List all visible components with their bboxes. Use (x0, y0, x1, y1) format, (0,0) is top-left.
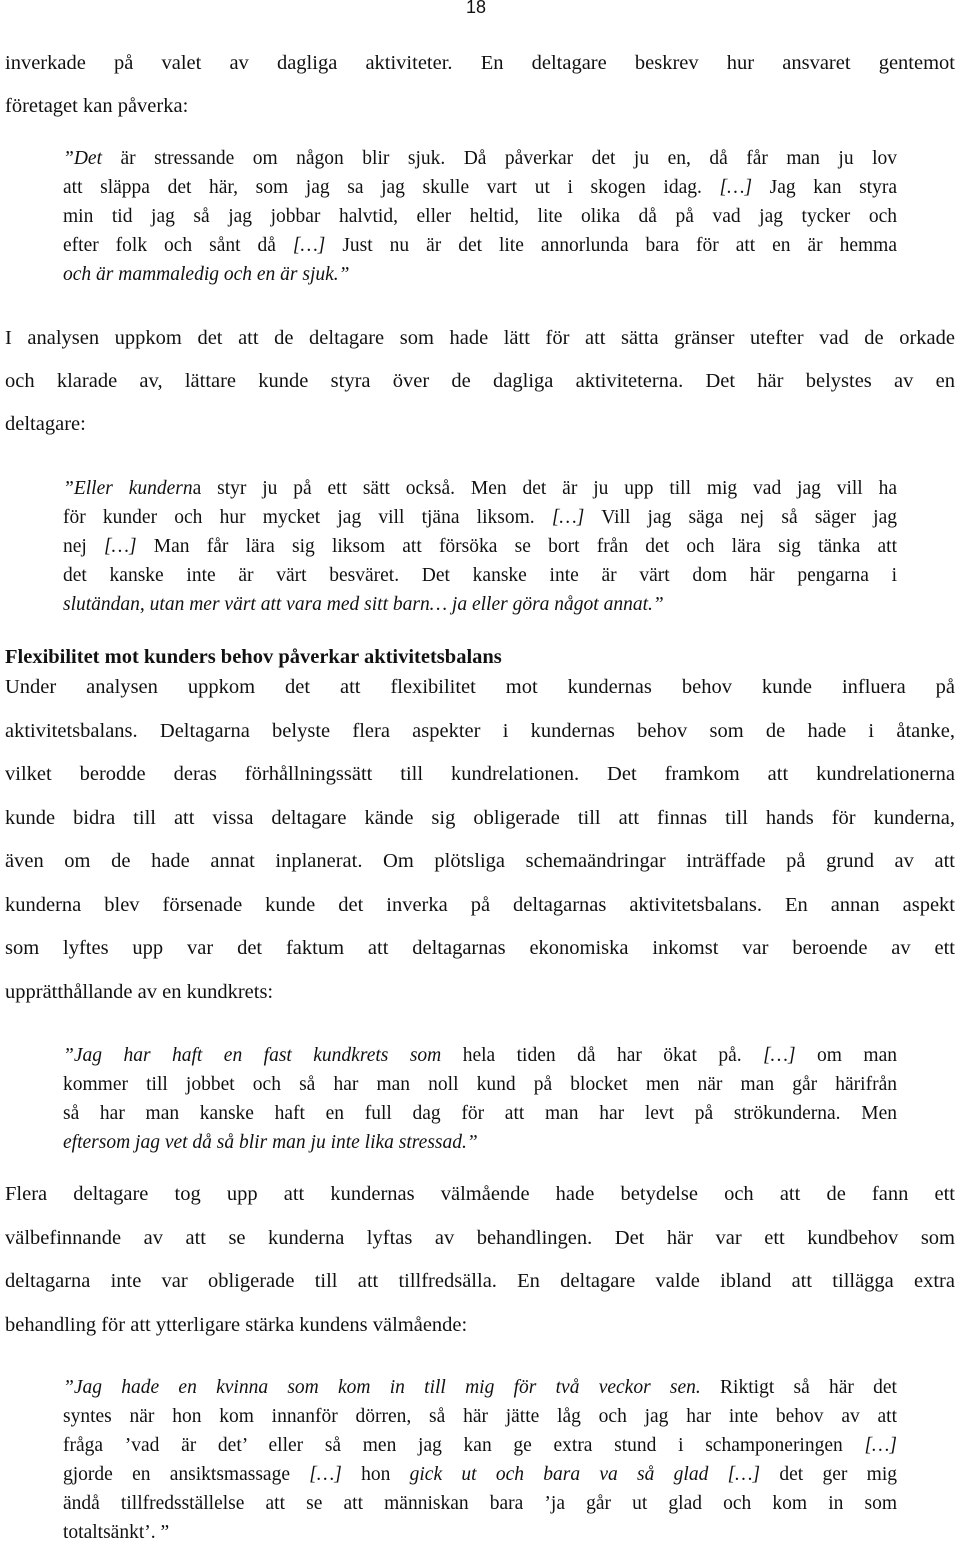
quote-line: ”Jag har haft en fast kundkrets som hela tiden då har ökat på. […] om man (63, 1045, 897, 1066)
quote-line: eftersom jag vet då så blir man ju inte lika stressad.” (63, 1132, 478, 1153)
body-text-line: företaget kan påverka: (5, 95, 189, 117)
body-text-line: Flera deltagare tog upp att kundernas välmående hade betydelse och att de fann ett (5, 1183, 955, 1205)
quote-line: efter folk och sånt då […] Just nu är det lite annorlunda bara för att en är hemma (63, 235, 897, 256)
body-text-line: deltagare: (5, 413, 86, 435)
quote-line: min tid jag så jag jobbar halvtid, eller heltid, lite olika då på vad jag tycker och (63, 206, 897, 227)
body-text-line: kunderna blev försenade kunde det inverka på deltagarnas aktivitetsbalans. En annan aspekt (5, 894, 955, 916)
quote-line: och är mammaledig och en är sjuk.” (63, 264, 350, 285)
page-number: 18 (466, 0, 487, 17)
quote-line: fråga ’vad är det’ eller så men jag kan ge extra stund i schamponeringen […] (63, 1435, 897, 1456)
quote-line: ”Det är stressande om någon blir sjuk. Då påverkar det ju en, då får man ju lov (63, 148, 897, 169)
quote-line: det kanske inte är värt besväret. Det kanske inte är värt dom här pengarna i (63, 565, 897, 586)
body-text-line: aktivitetsbalans. Deltagarna belyste flera aspekter i kundernas behov som de hade i åtanke, (5, 720, 955, 742)
body-text-line: kunde bidra till att vissa deltagare kände sig obligerade till att finnas till hands för kunderna, (5, 807, 955, 829)
section-heading: Flexibilitet mot kunders behov påverkar aktivitetsbalans (5, 646, 502, 668)
quote-line: ”Jag hade en kvinna som kom in till mig för två veckor sen. Riktigt så här det (63, 1377, 897, 1398)
quote-line: syntes när hon kom innanför dörren, så här jätte låg och jag har inte behov av att (63, 1406, 897, 1427)
quote-line: slutändan, utan mer värt att vara med sitt barn… ja eller göra något annat.” (63, 594, 664, 615)
quote-line: nej […] Man får lära sig liksom att försöka se bort från det och lära sig tänka att (63, 536, 897, 557)
quote-line: ”Eller kunderna styr ju på ett sätt också. Men det är ju upp till mig vad jag vill ha (63, 478, 897, 499)
body-text-line: I analysen uppkom det att de deltagare som hade lätt för att sätta gränser utefter vad de orkade (5, 327, 955, 349)
body-text-line: upprätthållande av en kundkrets: (5, 981, 274, 1003)
body-text-line: som lyftes upp var det faktum att deltagarnas ekonomiska inkomst var beroende av ett (5, 937, 955, 959)
body-text-line: Under analysen uppkom det att flexibilitet mot kundernas behov kunde influera på (5, 676, 955, 698)
body-text-line: deltagarna inte var obligerade till att tillfredsälla. En deltagare valde ibland att tillägga extra (5, 1270, 955, 1292)
quote-line: för kunder och hur mycket jag vill tjäna liksom. […] Vill jag säga nej så säger jag (63, 507, 897, 528)
quote-line: kommer till jobbet och så har man noll kund på blocket men när man går härifrån (63, 1074, 897, 1095)
quote-line: gjorde en ansiktsmassage […] hon gick ut och bara va så glad […] det ger mig (63, 1464, 898, 1485)
body-text-line: inverkade på valet av dagliga aktiviteter. En deltagare beskrev hur ansvaret gentemot (5, 52, 955, 74)
quote-line: så har man kanske haft en full dag för att man har levt på strökunderna. Men (63, 1103, 897, 1124)
body-text-line: vilket berodde deras förhållningssätt till kundrelationen. Det framkom att kundrelationerna (5, 763, 955, 785)
body-text-line: välbefinnande av att se kunderna lyftas av behandlingen. Det här var ett kundbehov som (5, 1227, 955, 1249)
quote-line: ändå tillfredsställelse att se att människan bara ’ja går ut glad och kom in som (63, 1493, 897, 1514)
body-text-line: och klarade av, lättare kunde styra över de dagliga aktiviteterna. Det här belystes av en (5, 370, 955, 392)
quote-line: totaltsänkt’. ” (63, 1522, 170, 1543)
body-text-line: behandling för att ytterligare stärka kundens välmående: (5, 1314, 468, 1336)
body-text-line: även om de hade annat inplanerat. Om plötsliga schemaändringar inträffade på grund av att (5, 850, 955, 872)
quote-line: att släppa det här, som jag sa jag skulle vart ut i skogen idag. […] Jag kan styra (63, 177, 897, 198)
